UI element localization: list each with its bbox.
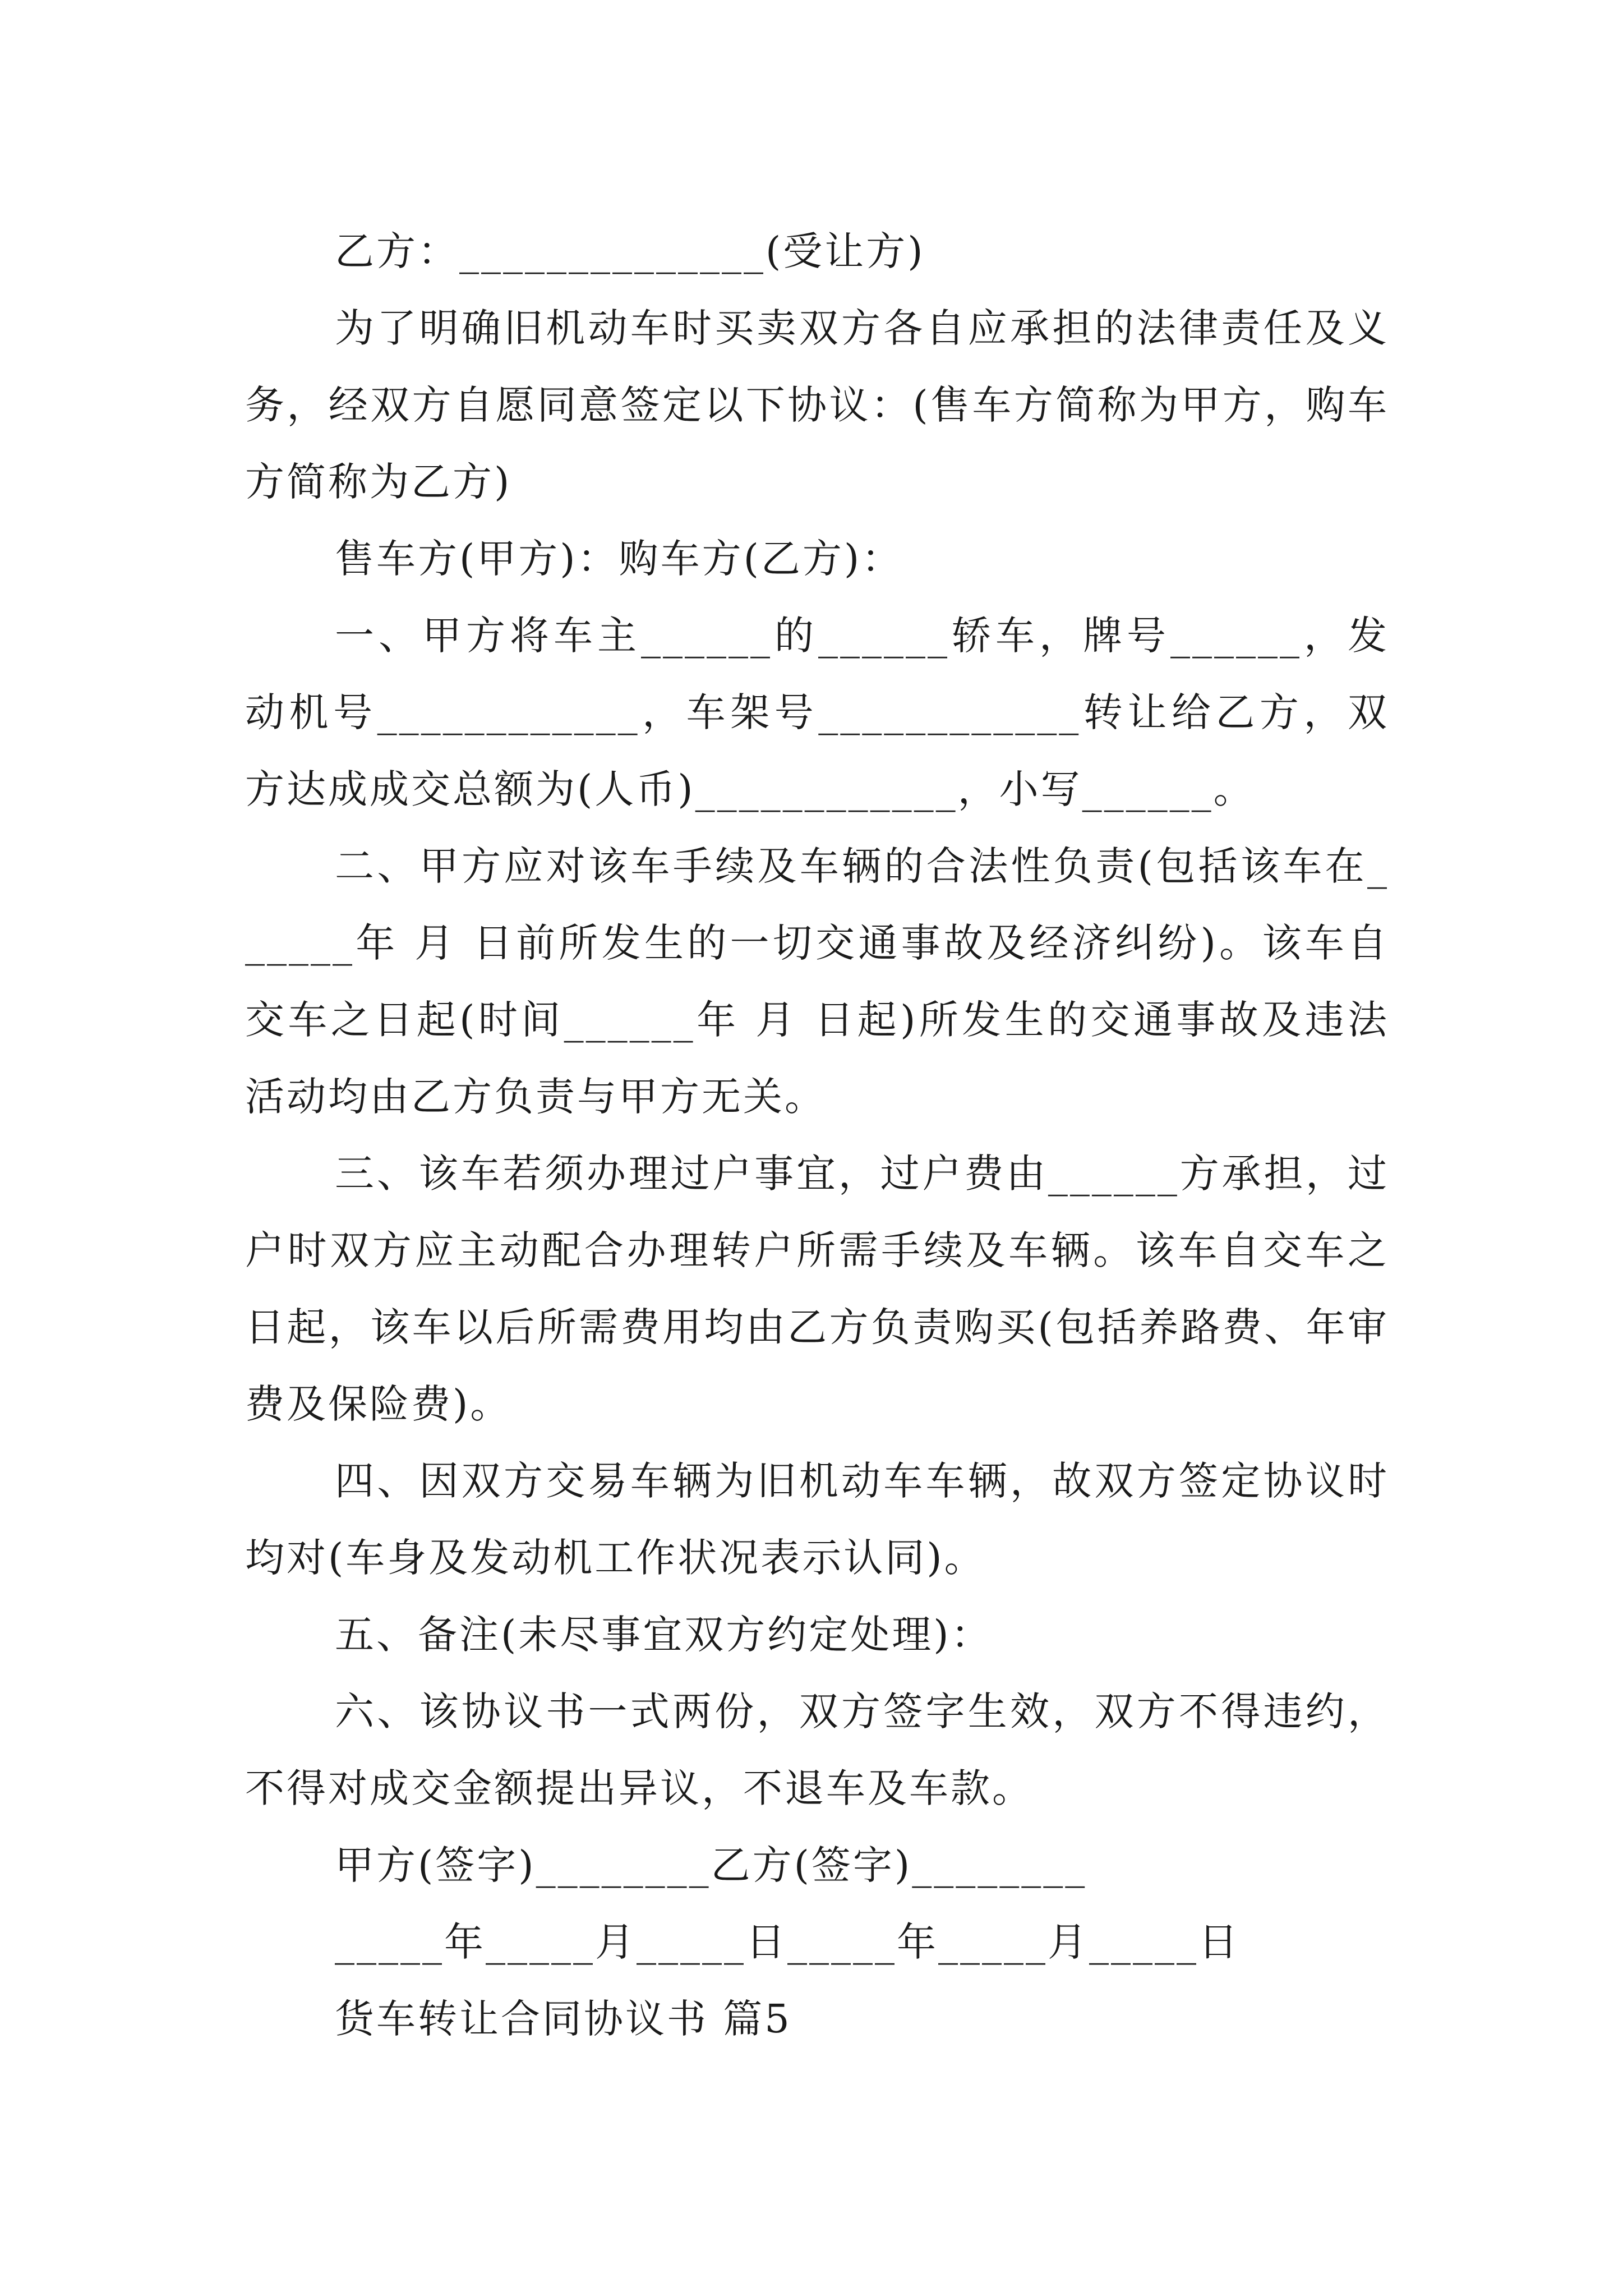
date-line: _____年_____月_____日_____年_____月_____日 bbox=[335, 1919, 1240, 1965]
party-b-line: 乙方：______________(受让方) bbox=[335, 228, 925, 274]
parties-line: 售车方(甲方)：购车方(乙方)： bbox=[335, 536, 903, 582]
clause-4: 四、因双方交易车辆为旧机动车车辆，故双方签定协议时均对(车身及发动机工作状况表示认同)。 bbox=[245, 1458, 1389, 1581]
document-body bbox=[245, 213, 1389, 2058]
clause-5: 五、备注(未尽事宜双方约定处理)： bbox=[335, 1612, 993, 1658]
clause-2: 二、甲方应对该车手续及车辆的合法性负责(包括该车在______年 月 日前所发生的一切交通事故及经济纠纷)。该车自交车之日起(时间______年 月 日起)所发生的交通事故及违法活动均由乙方负责与甲方无关。 bbox=[245, 843, 1389, 1120]
section-heading: 货车转让合同协议书 篇5 bbox=[335, 1996, 792, 2042]
clause-1: 一、甲方将车主______的______轿车，牌号______，发动机号____________，车架号____________转让给乙方，双方达成成交总额为(人币)____________，小写______。 bbox=[245, 613, 1389, 812]
clause-3: 三、该车若须办理过户事宜，过户费由______方承担，过户时双方应主动配合办理转户所需手续及车辆。该车自交车之日起，该车以后所需费用均由乙方负责购买(包括养路费、年审费及保险费)。 bbox=[245, 1151, 1389, 1427]
clause-6: 六、该协议书一式两份，双方签字生效，双方不得违约，不得对成交金额提出异议，不退车及车款。 bbox=[245, 1688, 1389, 1811]
preamble-paragraph: 为了明确旧机动车时买卖双方各自应承担的法律责任及义务，经双方自愿同意签定以下协议：(售车方简称为甲方，购车方简称为乙方) bbox=[245, 305, 1389, 505]
signature-line: 甲方(签字)________乙方(签字)________ bbox=[335, 1842, 1087, 1888]
